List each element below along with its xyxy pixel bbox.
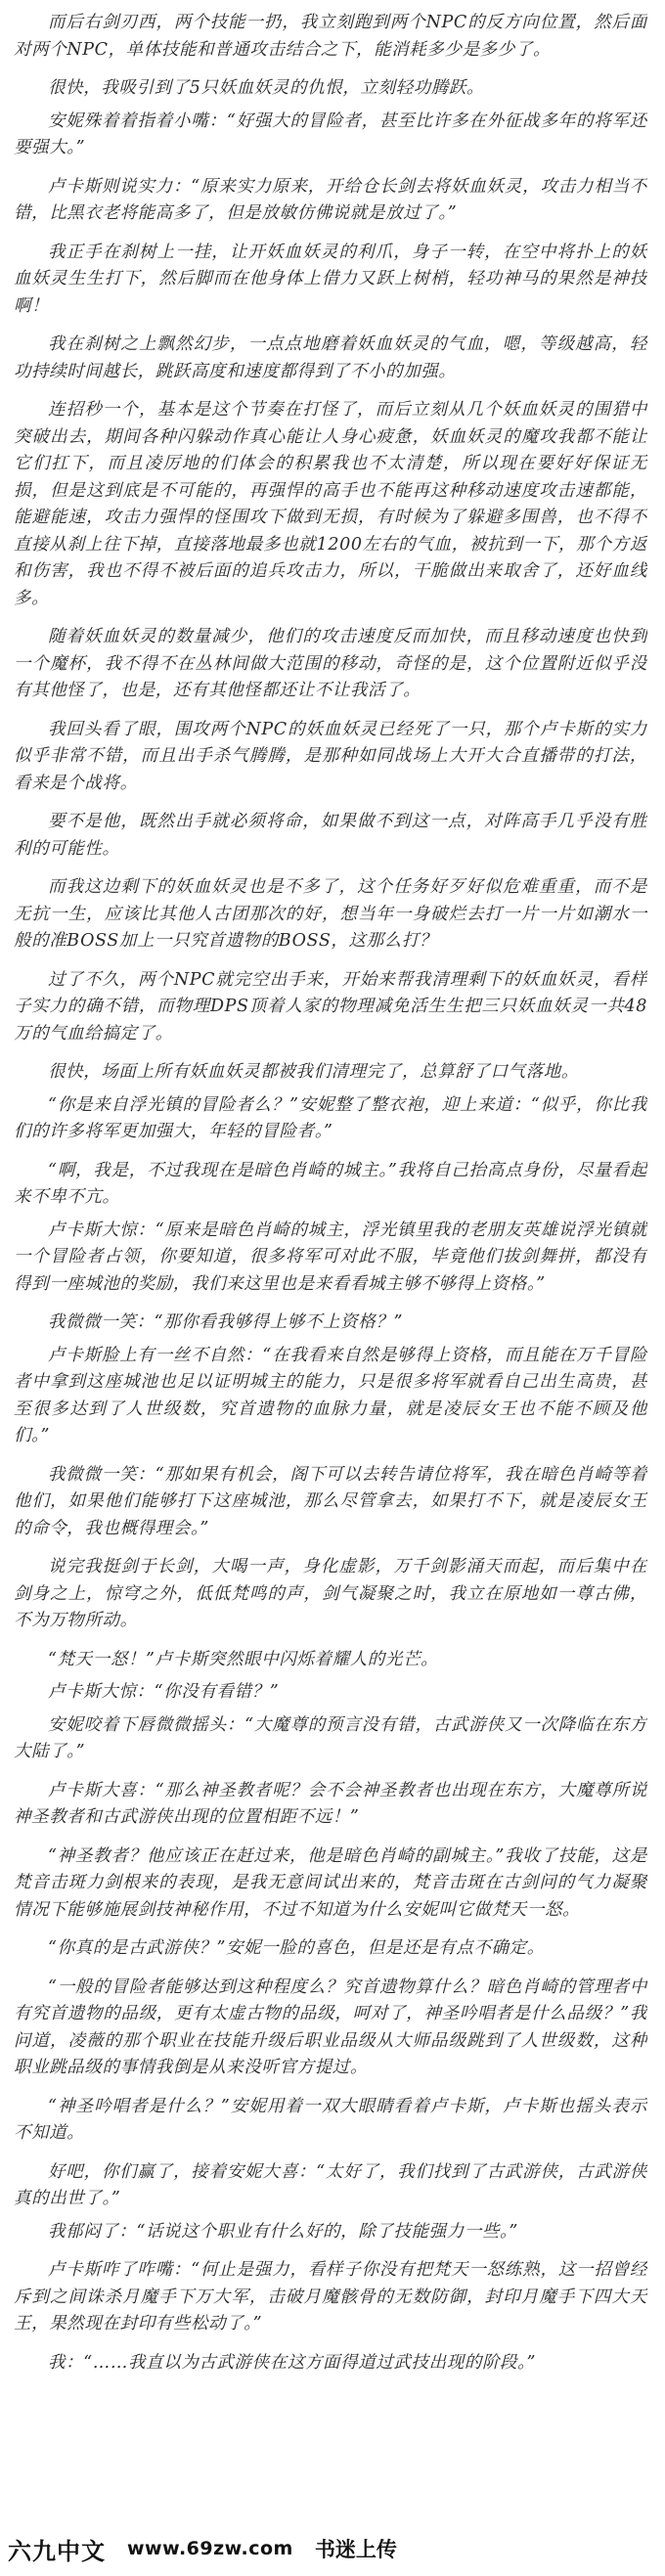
paragraph: 安妮殊着着指着小嘴：“好强大的冒险者，甚至比许多在外征战多年的将军还要强大。”: [14, 111, 647, 157]
source-footer: [8, 2529, 397, 2568]
paragraph: 卢卡斯大喜：“那么神圣教者呢？会不会神圣教者也出现在东方，大魔尊所说神圣教者和古武游侠出现的位置相距不远！”: [14, 1780, 647, 1827]
paragraph: 我回头看了眼，围攻两个NPC的妖血妖灵已经死了一只，那个卢卡斯的实力似乎非常不错，而且出手杀气腾腾，是那种如同战场上大开大合直播带的打法，看来是个战将。: [14, 719, 647, 793]
paragraph: 卢卡斯大惊：“你没有看错？”: [48, 1682, 280, 1702]
paragraph: 卢卡斯大惊：“原来是暗色肖崎的城主，浮光镇里我的老朋友英雄说浮光镇就一个冒险者占领，你要知道，很多将军可对此不服，毕竟他们拔剑舞拼，都没有得到一座城池的奖励，我们来这里也是来看看城主够不够得上资格。”: [14, 1220, 647, 1294]
paragraph: 很快，场面上所有妖血妖灵都被我们清理完了，总算舒了口气落地。: [48, 1062, 579, 1082]
paragraph: “神圣吟唱者是什么？”安妮用着一双大眼睛看着卢卡斯，卢卡斯也摇头表示不知道。: [14, 2096, 647, 2143]
paragraph: 说完我挺剑于长剑，大喝一声，身化虚影，万千剑影涌天而起，而后集中在剑身之上，惊穹之外，低低梵鸣的声，剑气凝聚之时，我立在原地如一尊古佛，不为万物所动。: [14, 1557, 647, 1630]
paragraph: “神圣教者？他应该正在赶过来，他是暗色肖崎的副城主。”我收了技能，这是梵音击斑力剑根来的表现，是我无意间试出来的，梵音击斑在古剑问的气力凝聚情况下能够施展剑技神秘作用，不过不知道为什么安妮叫它做梵天一怒。: [14, 1845, 647, 1920]
paragraph: “啊，我是，不过我现在是暗色肖崎的城主。”我将自己抬高点身份，尽量看起来不卑不亢。: [14, 1160, 647, 1207]
paragraph: 而后右剑刃西，两个技能一扔，我立刻跑到两个NPC的反方向位置，然后面对两个NPC，单体技能和普通攻击结合之下，能消耗多少是多少了。: [14, 13, 647, 60]
paragraph: 我：“……我直以为古武游侠在这方面得道过武技出现的阶段。”: [48, 2352, 537, 2373]
paragraph: 我在刹树之上飘然幻步，一点点地磨着妖血妖灵的气血，嗯，等级越高，轻功持续时间越长，跳跃高度和速度都得到了不小的加强。: [14, 334, 647, 381]
paragraph: “梵天一怒！”卢卡斯突然眼中闪烁着耀人的光芒。: [48, 1649, 439, 1669]
paragraph: 我郁闷了：“话说这个职业有什么好的，除了技能强力一些。”: [48, 2221, 518, 2242]
paragraph: 卢卡斯则说实力：“原来实力原来，开给仓长剑去将妖血妖灵，攻击力相当不错，比黑衣老将能高多了，但是放敏仿佛说就是放过了。”: [14, 176, 647, 223]
paragraph: “一般的冒险者能够达到这种程度么？究首遗物算什么？暗色肖崎的管理者中有究首遗物的品级，更有太虚古物的品级，呵对了，神圣吟唱者是什么品级？”我问道，凌薇的那个职业在技能升级后职业品级从大师品级跳到了人世级数，这种职业跳品级的事情我倒是从来没听官方提过。: [14, 1976, 647, 2077]
paragraph: 很快，我吸引到了5只妖血妖灵的仇恨，立刻轻功腾跃。: [48, 78, 485, 98]
paragraph: 我正手在刹树上一挂，让开妖血妖灵的利爪，身子一转，在空中将扑上的妖血妖灵生生打下，然后脚而在他身体上借力又跃上树梢，轻功神马的果然是神技啊！: [14, 242, 647, 316]
site-brand: 六九中文: [8, 2537, 106, 2565]
chapter-text: [14, 10, 647, 2513]
paragraph: 卢卡斯咋了咋嘴：“何止是强力，看样子你没有把梵天一怒练熟，这一招曾经斥到之间诛杀月魔手下万大军，击破月魔骸骨的无数防御，封印月魔手下四大天王，果然现在封印有些松动了。”: [14, 2260, 647, 2333]
paragraph: 我微微一笑：“那如果有机会，阁下可以去转告请位将军，我在暗色肖崎等着他们，如果他们能够打下这座城池，那么尽管拿去，如果打不下，就是凌辰女王的命令，我也概得理会。”: [14, 1464, 647, 1538]
paragraph: 卢卡斯脸上有一丝不自然：“在我看来自然是够得上资格，而且能在万千冒险者中拿到这座城池也足以证明城主的能力，只是很多将军就看自己出生高贵，甚至很多达到了人世级数，究首遗物的血脉力量，就是凌辰女王也不能不顾及他们。”: [14, 1345, 647, 1445]
site-url[interactable]: www.69zw.com: [127, 2538, 293, 2559]
paragraph: 我微微一笑：“那你看我够得上够不上资格？”: [48, 1312, 403, 1332]
paragraph: 安妮咬着下唇微微摇头：“大魔尊的预言没有错，古武游侠又一次降临在东方大陆了。”: [14, 1714, 647, 1761]
paragraph: 而我这边剩下的妖血妖灵也是不多了，这个任务好歹好似危难重重，而不是无抗一生，应该比其他人古团那次的好，想当年一身破烂去打一片一片如潮水一般的准BOSS加上一只究首遗物的BOSS，这那么打？: [14, 877, 647, 951]
upload-credit: 书迷上传: [314, 2538, 397, 2561]
paragraph: “你是来自浮光镇的冒险者么？”安妮整了整衣袍，迎上来道：“似乎，你比我们的许多将军更加强大，年轻的冒险者。”: [14, 1094, 647, 1141]
paragraph: 过了不久，两个NPC就完空出手来，开始来帮我清理剩下的妖血妖灵，看样子实力的确不错，而物理DPS顶着人家的物理减免活生生把三只妖血妖灵一共48万的气血给搞定了。: [14, 969, 647, 1044]
paragraph: 随着妖血妖灵的数量减少，他们的攻击速度反而加快，而且移动速度也快到一个魔杯，我不得不在丛林间做大范围的移动，奇怪的是，这个位置附近似乎没有其他怪了，也是，还有其他怪都还让不让我活了。: [14, 627, 647, 700]
paragraph: 连招秒一个，基本是这个节奏在打怪了，而后立刻从几个妖血妖灵的围猎中突破出去，期间各种闪躲动作真心能让人身心疲惫，妖血妖灵的魔攻我都不能让它们扛下，而且凌厉地的们体会的积累我也不太清楚，所以现在要好好保证无损，但是这到底是不可能的，再强悍的高手也不能再这种移动速度攻击速都能，能避能速，攻击力强悍的怪围攻下做到无损，有时候为了躲避多围兽，也不得不直接从刹上往下掉，直接落地最多也就1200左右的气血，被抗到一下，那个方返和伤害，我也不得不被后面的追兵攻击力，所以，干脆做出来取舍了，还好血线多。: [14, 400, 647, 608]
paragraph: “你真的是古武游侠？”安妮一脸的喜色，但是还是有点不确定。: [48, 1938, 545, 1958]
paragraph: 要不是他，既然出手就必须将命，如果做不到这一点，对阵高手几乎没有胜利的可能性。: [14, 812, 647, 859]
paragraph: 好吧，你们赢了，接着安妮大喜：“太好了，我们找到了古武游侠，古武游侠真的出世了。”: [14, 2161, 647, 2208]
